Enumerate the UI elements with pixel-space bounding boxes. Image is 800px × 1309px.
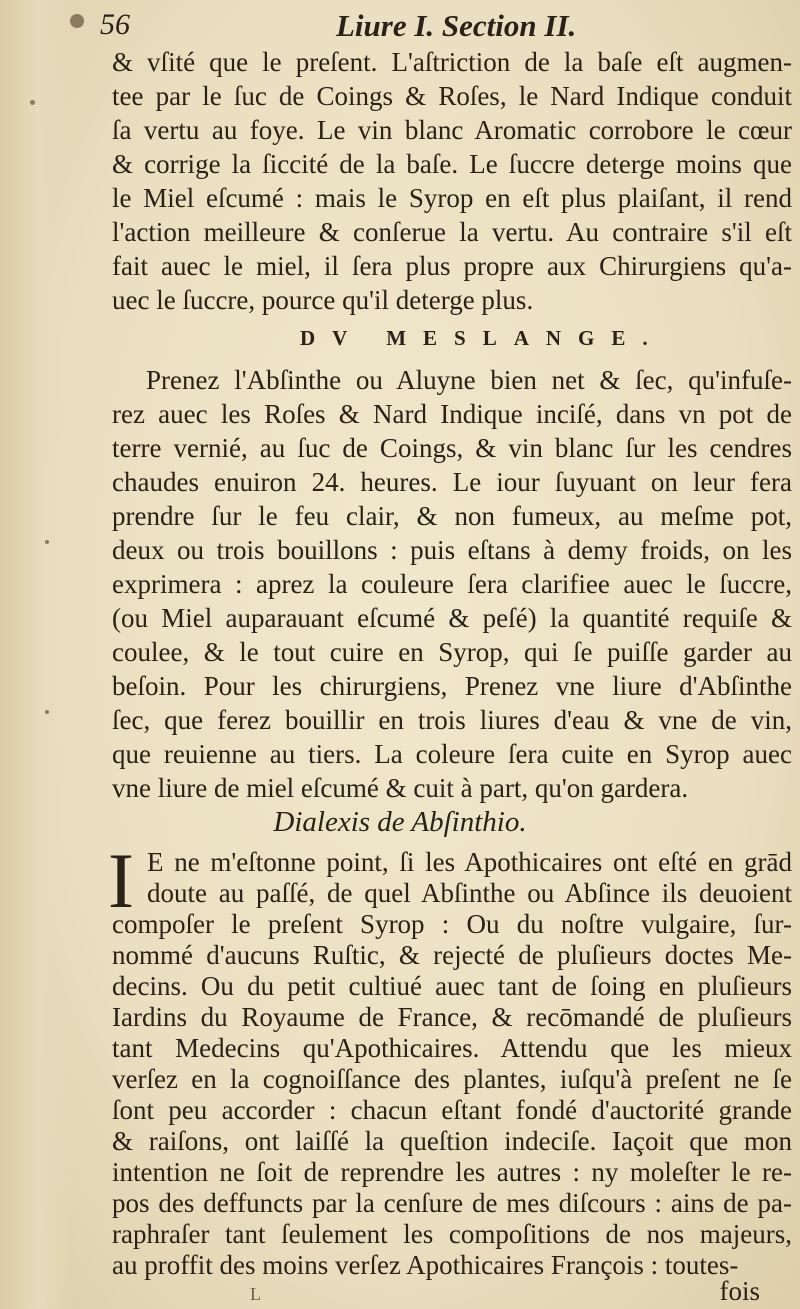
text-line: Prenez l'Abſinthe ou Aluyne bien net & ſec, qu'infuſe- [146, 365, 792, 395]
text-line: doute au paſſé, de quel Abſinthe ou Abſince ils deuoient [147, 878, 792, 908]
text-line: compoſer le preſent Syrop : Ou du noſtre vulgaire, ſur- [112, 909, 792, 939]
text-line: & raiſons, ont laiſſé la queſtion indeciſe. Iaçoit que mon [112, 1126, 792, 1156]
text-line: decins. Ou du petit cultiué auec tant de ſoing en pluſieurs [112, 971, 792, 1001]
ink-speck [45, 540, 49, 544]
text-line: vne liure de miel eſcumé & cuit à part, qu'on gardera. [112, 773, 689, 803]
page-spine-shadow [0, 0, 70, 1309]
text-line: uec le ſuccre, pource qu'il deterge plus. [112, 285, 534, 315]
text-line: terre vernié, au ſuc de Coings, & vin blanc ſur les cendres [112, 433, 792, 463]
ink-speck [45, 710, 49, 714]
text-line: exprimera : aprez la couleure ſera clarifiee auec le ſuccre, [112, 569, 792, 599]
text-line: & corrige la ſiccité de la baſe. Le ſuccre deterge moins que [112, 149, 792, 179]
text-line: deux ou trois bouillons : puis eſtans à demy froids, on les [112, 535, 792, 565]
text-line: verſez en la cognoiſſance des plantes, iuſqu'à preſent ne ſe [112, 1064, 792, 1094]
text-line: pos des deffuncts par la cenſure de mes diſcours : ains de pa- [112, 1188, 792, 1218]
text-line: beſoin. Pour les chirurgiens, Prenez vne liure d'Abſinthe [112, 671, 792, 701]
drop-cap: I [108, 837, 134, 924]
text-line: que reuienne au tiers. La coleure ſera cuite en Syrop auec [112, 739, 792, 769]
text-line: prendre ſur le feu clair, & non fumeux, au meſme pot, [112, 501, 792, 531]
text-line: nommé d'aucuns Ruſtic, & rejecté de pluſieurs doctes Me- [112, 940, 792, 970]
ink-speck [30, 100, 35, 105]
text-line: E ne m'eſtonne point, ſi les Apothicaires ont eſté en grād [147, 847, 792, 877]
dialexis-title: Dialexis de Abſinthio. [273, 806, 527, 838]
catchword: fois [719, 1276, 760, 1306]
text-line: (ou Miel auparauant eſcumé & peſé) la quantité requiſe & [112, 603, 792, 633]
text-line: au proffit des moins verſez Apothicaires François : toutes- [112, 1250, 739, 1280]
text-line: le Miel eſcumé : mais le Syrop en eſt plus plaiſant, il rend [112, 183, 792, 213]
text-line: ſont peu accorder : chacun eſtant fondé d'auctorité grande [112, 1095, 792, 1125]
text-line: ſa vertu au foye. Le vin blanc Aromatic corrobore le cœur [112, 115, 792, 145]
text-line: tee par le ſuc de Coings & Roſes, le Nard Indique conduit [112, 81, 792, 111]
text-line: raphraſer tant ſeulement les compoſitions de nos majeurs, [112, 1219, 792, 1249]
running-title: Liure I. Section II. [336, 8, 577, 43]
page-number: 56 [100, 8, 130, 41]
text-line: Iardins du Royaume de France, & recōmandé de pluſieurs [112, 1002, 792, 1032]
text-line: intention ne ſoit de reprendre les autres : ny moleſter le re- [112, 1157, 792, 1187]
text-line: coulee, & le tout cuire en Syrop, qui ſe puiſſe garder au [112, 637, 792, 667]
section-title: DV MESLANGE. [300, 326, 665, 350]
text-line: rez auec les Roſes & Nard Indique inciſé, dans vn pot de [112, 399, 792, 429]
ink-blot [70, 14, 84, 28]
signature-mark: L [250, 1284, 261, 1304]
text-line: chaudes enuiron 24. heures. Le iour ſuyuant on leur fera [112, 467, 792, 497]
text-line: ſec, que ferez bouillir en trois liures d'eau & vne de vin, [112, 705, 792, 735]
text-line: fait auec le miel, il ſera plus propre aux Chirurgiens qu'a- [112, 251, 792, 281]
text-line: & vſité que le preſent. L'aſtriction de la baſe eſt augmen- [112, 47, 792, 77]
text-line: l'action meilleure & conſerue la vertu. Au contraire s'il eſt [112, 217, 792, 247]
text-line: tant Medecins qu'Apothicaires. Attendu que les mieux [112, 1033, 792, 1063]
